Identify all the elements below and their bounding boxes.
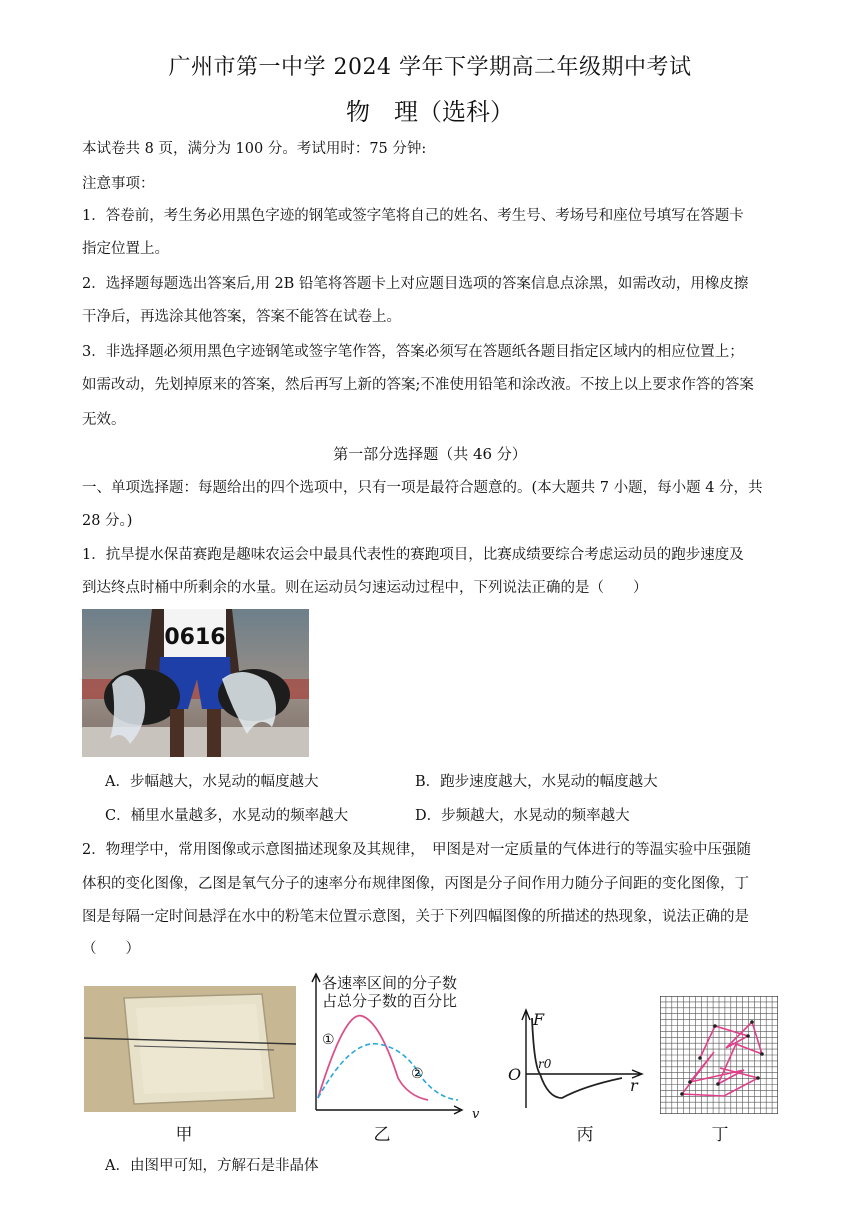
q2-stem: 体积的变化图像，乙图是氧气分子的速率分布规律图像，丙图是分子间作用力随分子间距的变化图像，丁 xyxy=(82,876,749,892)
q2-stem: （ ） xyxy=(82,941,140,957)
notice-line: 无效。 xyxy=(82,412,126,428)
part-heading: 第一部分选择题（共 46 分） xyxy=(333,445,527,463)
q1-option-b: B．跑步速度越大，水晃动的幅度越大 xyxy=(415,774,658,790)
yi-curve-1 xyxy=(318,1016,428,1100)
bing-origin: O xyxy=(508,1065,522,1084)
yi-ylabel-line2: 占总分子数的百分比 xyxy=(322,992,458,1010)
label-yi: 乙 xyxy=(373,1125,391,1145)
q1-option-d: D．步频越大，水晃动的频率越大 xyxy=(415,808,630,824)
bing-ylabel: F xyxy=(533,1010,545,1029)
label-ding: 丁 xyxy=(711,1125,729,1145)
q1-option-c: C．桶里水量越多，水晃动的频率越大 xyxy=(105,808,349,824)
yi-curve-2-label: ② xyxy=(411,1066,424,1082)
notice-line: 如需改动，先划掉原来的答案，然后再写上新的答案;不准使用铅笔和涂改液。不按上以上要求作答的答案 xyxy=(82,377,754,393)
exam-title: 广州市第一中学 2024 学年下学期高二年级期中考试 xyxy=(168,55,692,80)
bing-r0-label: r0 xyxy=(538,1057,552,1071)
exam-info: 本试卷共 8 页，满分为 100 分。考试用时：75 分钟: xyxy=(82,141,427,157)
jia-calcite-photo xyxy=(84,986,296,1112)
subject-title: 物 理（选科） xyxy=(346,98,514,126)
q1-runner-photo xyxy=(82,609,309,757)
bing-force-distance-chart xyxy=(504,1006,646,1112)
q1-option-a: A．步幅越大，水晃动的幅度越大 xyxy=(105,774,319,790)
bib-number: 0616 xyxy=(164,625,226,650)
q2-option-a: A．由图甲可知，方解石是非晶体 xyxy=(105,1158,319,1174)
notice-line: 2．选择题每题选出答案后,用 2B 铅笔将答题卡上对应题目选项的答案信息点涂黑，如需改动，用橡皮擦 xyxy=(82,276,749,292)
q1-stem: 到达终点时桶中所剩余的水量。则在运动员匀速运动过程中，下列说法正确的是（ ） xyxy=(82,580,648,596)
label-bing: 丙 xyxy=(576,1125,594,1145)
section-instruction: 一、单项选择题：每题给出的四个选项中，只有一项是最符合题意的。(本大题共 7 小题，每小题 4 分，共 xyxy=(82,480,763,496)
section-instruction: 28 分。) xyxy=(82,513,133,529)
yi-xlabel: v xyxy=(472,1107,480,1120)
q2-stem: 2．物理学中，常用图像或示意图描述现象及其规律， 甲图是对一定质量的气体进行的等温实验中压强随 xyxy=(82,842,751,858)
notice-heading: 注意事项： xyxy=(82,176,155,192)
notice-line: 1．答卷前，考生务必用黑色字迹的钢笔或签字笔将自己的姓名、考生号、考场号和座位号填写在答题卡 xyxy=(82,208,744,224)
ding-brownian-grid xyxy=(660,996,778,1114)
notice-line: 3．非选择题必须用黑色字迹钢笔或签字笔作答，答案必须写在答题纸各题目指定区域内的相应位置上； xyxy=(82,344,744,360)
label-jia: 甲 xyxy=(175,1125,193,1145)
notice-line: 干净后，再选涂其他答案，答案不能答在试卷上。 xyxy=(82,309,401,325)
yi-curve-1-label: ① xyxy=(322,1032,335,1048)
yi-ylabel-line1: 各速率区间的分子数 xyxy=(322,974,458,992)
q2-stem: 图是每隔一定时间悬浮在水中的粉笔末位置示意图，关于下列四幅图像的所描述的热现象，说法正确的是 xyxy=(82,909,749,925)
q1-stem: 1．抗旱提水保苗赛跑是趣味农运会中最具代表性的赛跑项目，比赛成绩要综合考虑运动员的跑步速度及 xyxy=(82,547,744,563)
notice-line: 指定位置上。 xyxy=(82,241,169,257)
yi-speed-distribution-chart xyxy=(300,970,480,1120)
bing-xlabel: r xyxy=(630,1076,638,1095)
